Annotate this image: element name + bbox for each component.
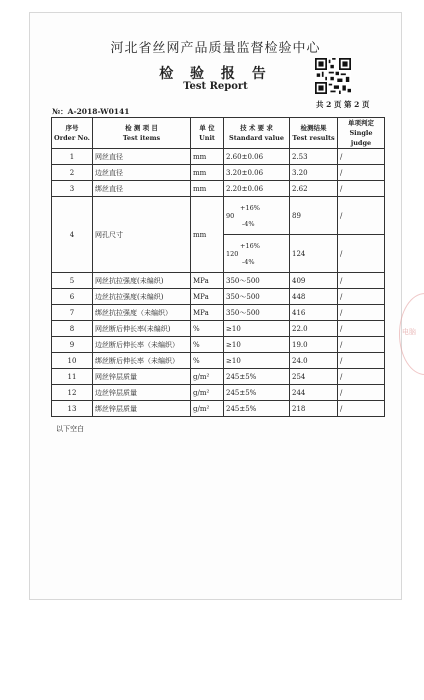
cell-item: 绑丝断后伸长率（未编织） [93,353,191,369]
cell-standard: 350～500 [224,289,290,305]
cell-standard: 2.60±0.06 [224,149,290,165]
cell-unit: % [191,353,224,369]
col-header-unit: 单 位 Unit [191,118,224,149]
col-header-judge: 单项判定 Single judge [338,118,385,149]
cell-judge: / [338,305,385,321]
cell-order: 1 [52,149,93,165]
col-header-items: 检 测 项 目 Test items [93,118,191,149]
blank-below-note: 以下空白 [56,425,84,433]
cell-judge: / [338,149,385,165]
cell-order: 2 [52,165,93,181]
cell-standard: 245±5% [224,385,290,401]
tolerance-minus: -4% [242,219,255,228]
table-row-mesh-size-a [52,197,385,235]
qr-code-icon [315,58,351,94]
cell-order: 4 [52,197,93,273]
cell-result: 22.0 [290,321,338,337]
cell-standard: ≥10 [224,321,290,337]
cell-standard: ≥10 [224,353,290,369]
cell-item: 边丝断后伸长率（未编织） [93,337,191,353]
page-indicator: 共 2 页 第 2 页 [316,100,370,109]
cell-order: 8 [52,321,93,337]
table-row [52,305,385,321]
cell-order: 3 [52,181,93,197]
cell-unit: mm [191,149,224,165]
report-title-en: Test Report [183,81,248,92]
cell-standard: 245±5% [224,401,290,417]
cell-result: 244 [290,385,338,401]
cell-judge: / [338,337,385,353]
col-header-standard: 技 术 要 求 Standard value [224,118,290,149]
table-row [52,289,385,305]
cell-judge: / [338,273,385,289]
cell-result: 254 [290,369,338,385]
cell-judge: / [338,289,385,305]
table-row [52,353,385,369]
table-row [52,337,385,353]
cell-standard: 2.20±0.06 [224,181,290,197]
cell-judge: / [338,401,385,417]
cell-result: 3.20 [290,165,338,181]
cell-unit: g/m² [191,385,224,401]
table-row [52,385,385,401]
cell-standard [224,197,290,235]
cell-item: 绑丝直径 [93,181,191,197]
col-header-results: 检测结果 Test results [290,118,338,149]
cell-standard: 245±5% [224,369,290,385]
cell-result: 416 [290,305,338,321]
cell-standard: 350～500 [224,305,290,321]
cell-standard: 350～500 [224,273,290,289]
cell-result: 124 [290,235,338,273]
cell-judge: / [338,369,385,385]
cell-result: 19.0 [290,337,338,353]
results-table [51,117,385,417]
cell-judge: / [338,385,385,401]
cell-judge: / [338,197,385,235]
cell-unit: mm [191,165,224,181]
cell-result: 218 [290,401,338,417]
cell-order: 12 [52,385,93,401]
cell-order: 6 [52,289,93,305]
tolerance-plus: +16% [240,203,260,212]
cell-order: 10 [52,353,93,369]
cell-order: 11 [52,369,93,385]
table-row [52,401,385,417]
cell-standard: ≥10 [224,337,290,353]
cell-unit: % [191,337,224,353]
cell-unit: % [191,321,224,337]
cell-judge: / [338,235,385,273]
cell-result: 409 [290,273,338,289]
cell-item: 网丝抗拉强度(未编织) [93,273,191,289]
official-seal-stamp [399,293,424,375]
cell-judge: / [338,321,385,337]
cell-judge: / [338,181,385,197]
cell-unit: mm [191,197,224,273]
cell-order: 9 [52,337,93,353]
cell-item: 网丝锌层质量 [93,369,191,385]
report-page [29,12,402,600]
cell-judge: / [338,353,385,369]
table-row [52,369,385,385]
cell-unit: MPa [191,289,224,305]
cell-order: 13 [52,401,93,417]
cell-item: 边丝抗拉强度(未编织) [93,289,191,305]
cell-item: 绑丝锌层质量 [93,401,191,417]
cell-unit: MPa [191,305,224,321]
report-number: №：A-2018-W0141 [52,107,130,116]
tolerance-minus: -4% [242,257,255,266]
table-header-row [52,118,385,149]
cell-item: 边丝直径 [93,165,191,181]
cell-result: 448 [290,289,338,305]
cell-result: 2.53 [290,149,338,165]
cell-result: 89 [290,197,338,235]
organization-name: 河北省丝网产品质量监督检验中心 [110,41,321,56]
report-title-cn: 检 验 报 告 [159,66,272,82]
cell-item: 网丝断后伸长率(未编织) [93,321,191,337]
stamp-text: 电脑 [402,328,416,336]
table-row [52,321,385,337]
cell-item: 绑丝抗拉强度（未编织） [93,305,191,321]
cell-unit: g/m² [191,369,224,385]
tolerance-plus: +16% [240,241,260,250]
cell-standard [224,235,290,273]
cell-item: 网丝直径 [93,149,191,165]
cell-result: 2.62 [290,181,338,197]
col-header-order: 序号 Order No. [52,118,93,149]
cell-result: 24.0 [290,353,338,369]
table-row [52,273,385,289]
table-row [52,165,385,181]
table-row [52,149,385,165]
cell-item: 边丝锌层质量 [93,385,191,401]
cell-judge: / [338,165,385,181]
cell-standard: 3.20±0.06 [224,165,290,181]
cell-item: 网孔尺寸 [93,197,191,273]
cell-order: 7 [52,305,93,321]
cell-unit: mm [191,181,224,197]
table-row [52,181,385,197]
cell-unit: MPa [191,273,224,289]
nominal-value: 120 [226,249,239,258]
nominal-value: 90 [226,211,235,220]
cell-order: 5 [52,273,93,289]
cell-unit: g/m² [191,401,224,417]
